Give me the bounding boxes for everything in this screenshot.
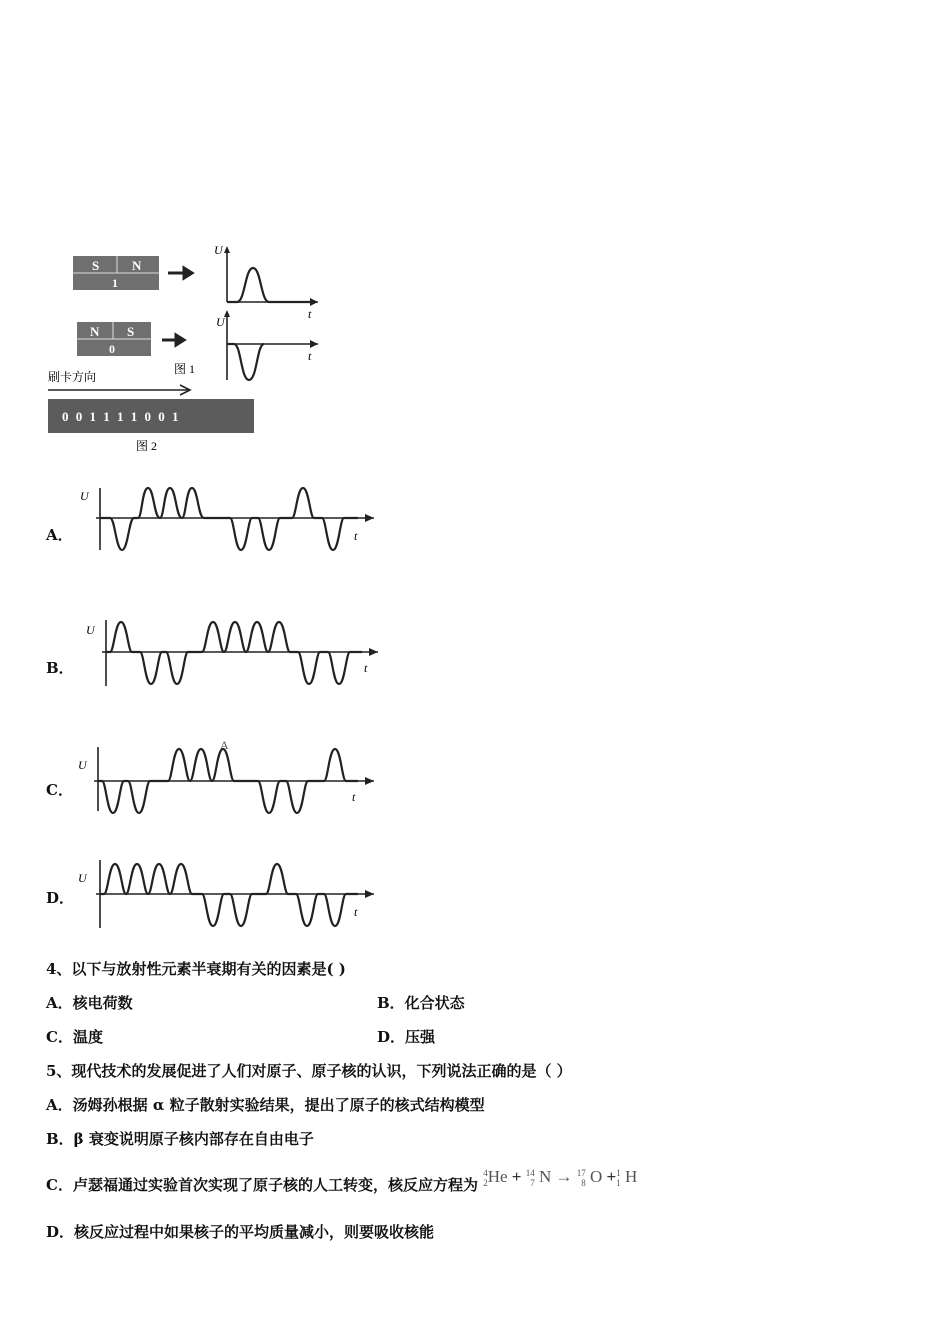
option-a-u: U xyxy=(80,489,89,503)
card-strip xyxy=(48,399,254,433)
q5-option-c[interactable] xyxy=(46,1167,638,1196)
q4-stem: 4、以下与放射性元素半衰期有关的因素是( ) xyxy=(46,960,346,978)
option-c-u: U xyxy=(78,758,87,772)
q4-option-c[interactable]: C．温度 xyxy=(46,1028,103,1046)
magnet-1-digit: 1 xyxy=(112,276,118,290)
card-figure xyxy=(40,240,340,460)
magnet-2 xyxy=(77,322,151,356)
option-c-label: C． xyxy=(46,781,73,799)
option-d-u: U xyxy=(78,871,87,885)
option-d-waveform[interactable] xyxy=(78,856,378,932)
option-c-mark: A xyxy=(220,738,229,752)
arrow-2-icon xyxy=(162,335,184,345)
option-a-t: t xyxy=(354,529,358,543)
magnet-1-left-pole: S xyxy=(92,258,100,273)
signal-plot-1 xyxy=(214,243,318,321)
plot-2-u: U xyxy=(216,315,225,329)
q5-option-d[interactable]: D．核反应过程中如果核子的平均质量减小，则要吸收核能 xyxy=(46,1223,435,1241)
option-d-label: D． xyxy=(46,889,75,907)
magnet-1 xyxy=(73,256,159,290)
swipe-direction-label: 刷卡方向 xyxy=(48,370,97,384)
arrow-1-icon xyxy=(168,268,192,278)
option-b-u: U xyxy=(86,623,95,637)
option-b-waveform[interactable] xyxy=(78,616,383,690)
option-c-t: t xyxy=(352,790,356,804)
magnet-2-right-pole: S xyxy=(127,324,135,339)
magnet-1-right-pole: N xyxy=(132,258,142,273)
fig1-caption: 图 1 xyxy=(174,362,196,376)
card-digits: 0 0 1 1 1 1 0 0 1 xyxy=(62,409,181,424)
option-b-label: B． xyxy=(46,659,74,677)
swipe-arrow-icon xyxy=(48,385,190,395)
fig2-caption: 图 2 xyxy=(136,439,158,453)
q4-option-b[interactable]: B．化合状态 xyxy=(377,994,465,1012)
q5-option-a[interactable]: A．汤姆孙根据 α 粒子散射实验结果，提出了原子的核式结构模型 xyxy=(46,1096,485,1114)
q4-option-d[interactable]: D．压强 xyxy=(377,1028,436,1046)
signal-plot-2 xyxy=(216,310,318,380)
q4-option-a[interactable]: A．核电荷数 xyxy=(46,994,133,1012)
option-b-t: t xyxy=(364,661,368,675)
q5-stem: 5、现代技术的发展促进了人们对原子、原子核的认识，下列说法正确的是（ ） xyxy=(46,1062,572,1080)
nuclear-equation: 4 2He + 14 7 N → 17 8 O +1 1 H xyxy=(483,1167,638,1189)
magnet-2-left-pole: N xyxy=(90,324,100,339)
q5-option-b[interactable]: B．β 衰变说明原子核内部存在自由电子 xyxy=(46,1130,314,1148)
plot-2-t: t xyxy=(308,349,312,363)
option-a-waveform[interactable] xyxy=(78,484,378,556)
option-a-label: A． xyxy=(46,526,73,544)
plot-1-u: U xyxy=(214,243,223,257)
option-d-t: t xyxy=(354,905,358,919)
q5-option-c-text: C．卢瑟福通过实验首次实现了原子核的人工转变，核反应方程为 xyxy=(46,1176,478,1194)
magnet-2-digit: 0 xyxy=(109,342,115,356)
plot-1-t: t xyxy=(308,307,312,321)
option-c-waveform[interactable] xyxy=(78,735,378,817)
